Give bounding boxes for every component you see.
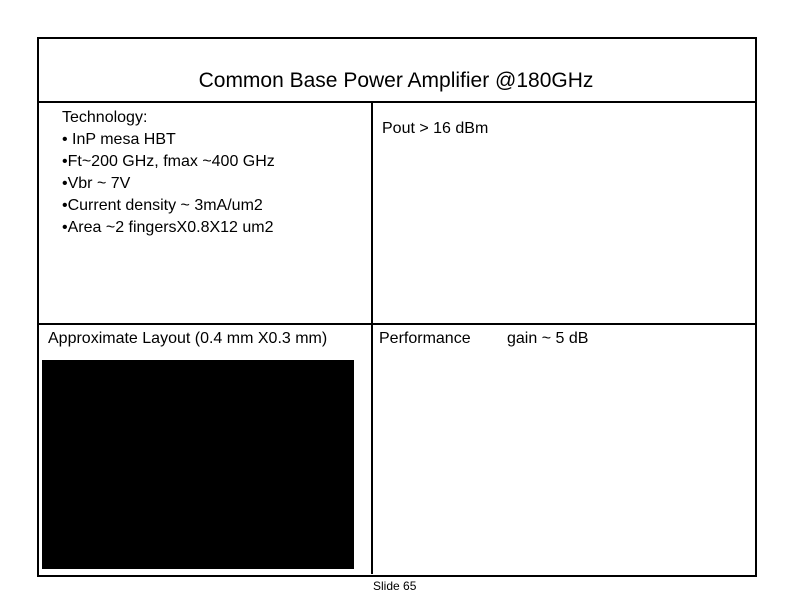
title-divider <box>37 101 755 103</box>
section-divider-vertical <box>371 102 373 574</box>
slide-number: Slide 65 <box>373 579 417 593</box>
gain-spec: gain ~ 5 dB <box>507 330 589 347</box>
performance-label: Performance <box>379 330 471 347</box>
slide-title: Common Base Power Amplifier @180GHz <box>198 69 594 92</box>
technology-item: •Area ~2 fingersX0.8X12 um2 <box>62 219 274 236</box>
technology-item: •Vbr ~ 7V <box>62 175 131 192</box>
technology-item: •Current density ~ 3mA/um2 <box>62 197 263 214</box>
layout-label: Approximate Layout (0.4 mm X0.3 mm) <box>48 330 328 347</box>
pout-spec: Pout > 16 dBm <box>382 120 489 137</box>
technology-section <box>62 107 275 239</box>
layout-image <box>42 360 354 569</box>
technology-item: •Ft~200 GHz, fmax ~400 GHz <box>62 153 275 170</box>
technology-item: • InP mesa HBT <box>62 131 176 148</box>
technology-heading: Technology: <box>62 109 148 126</box>
section-divider-horizontal <box>37 323 755 325</box>
technology-list <box>62 129 275 239</box>
